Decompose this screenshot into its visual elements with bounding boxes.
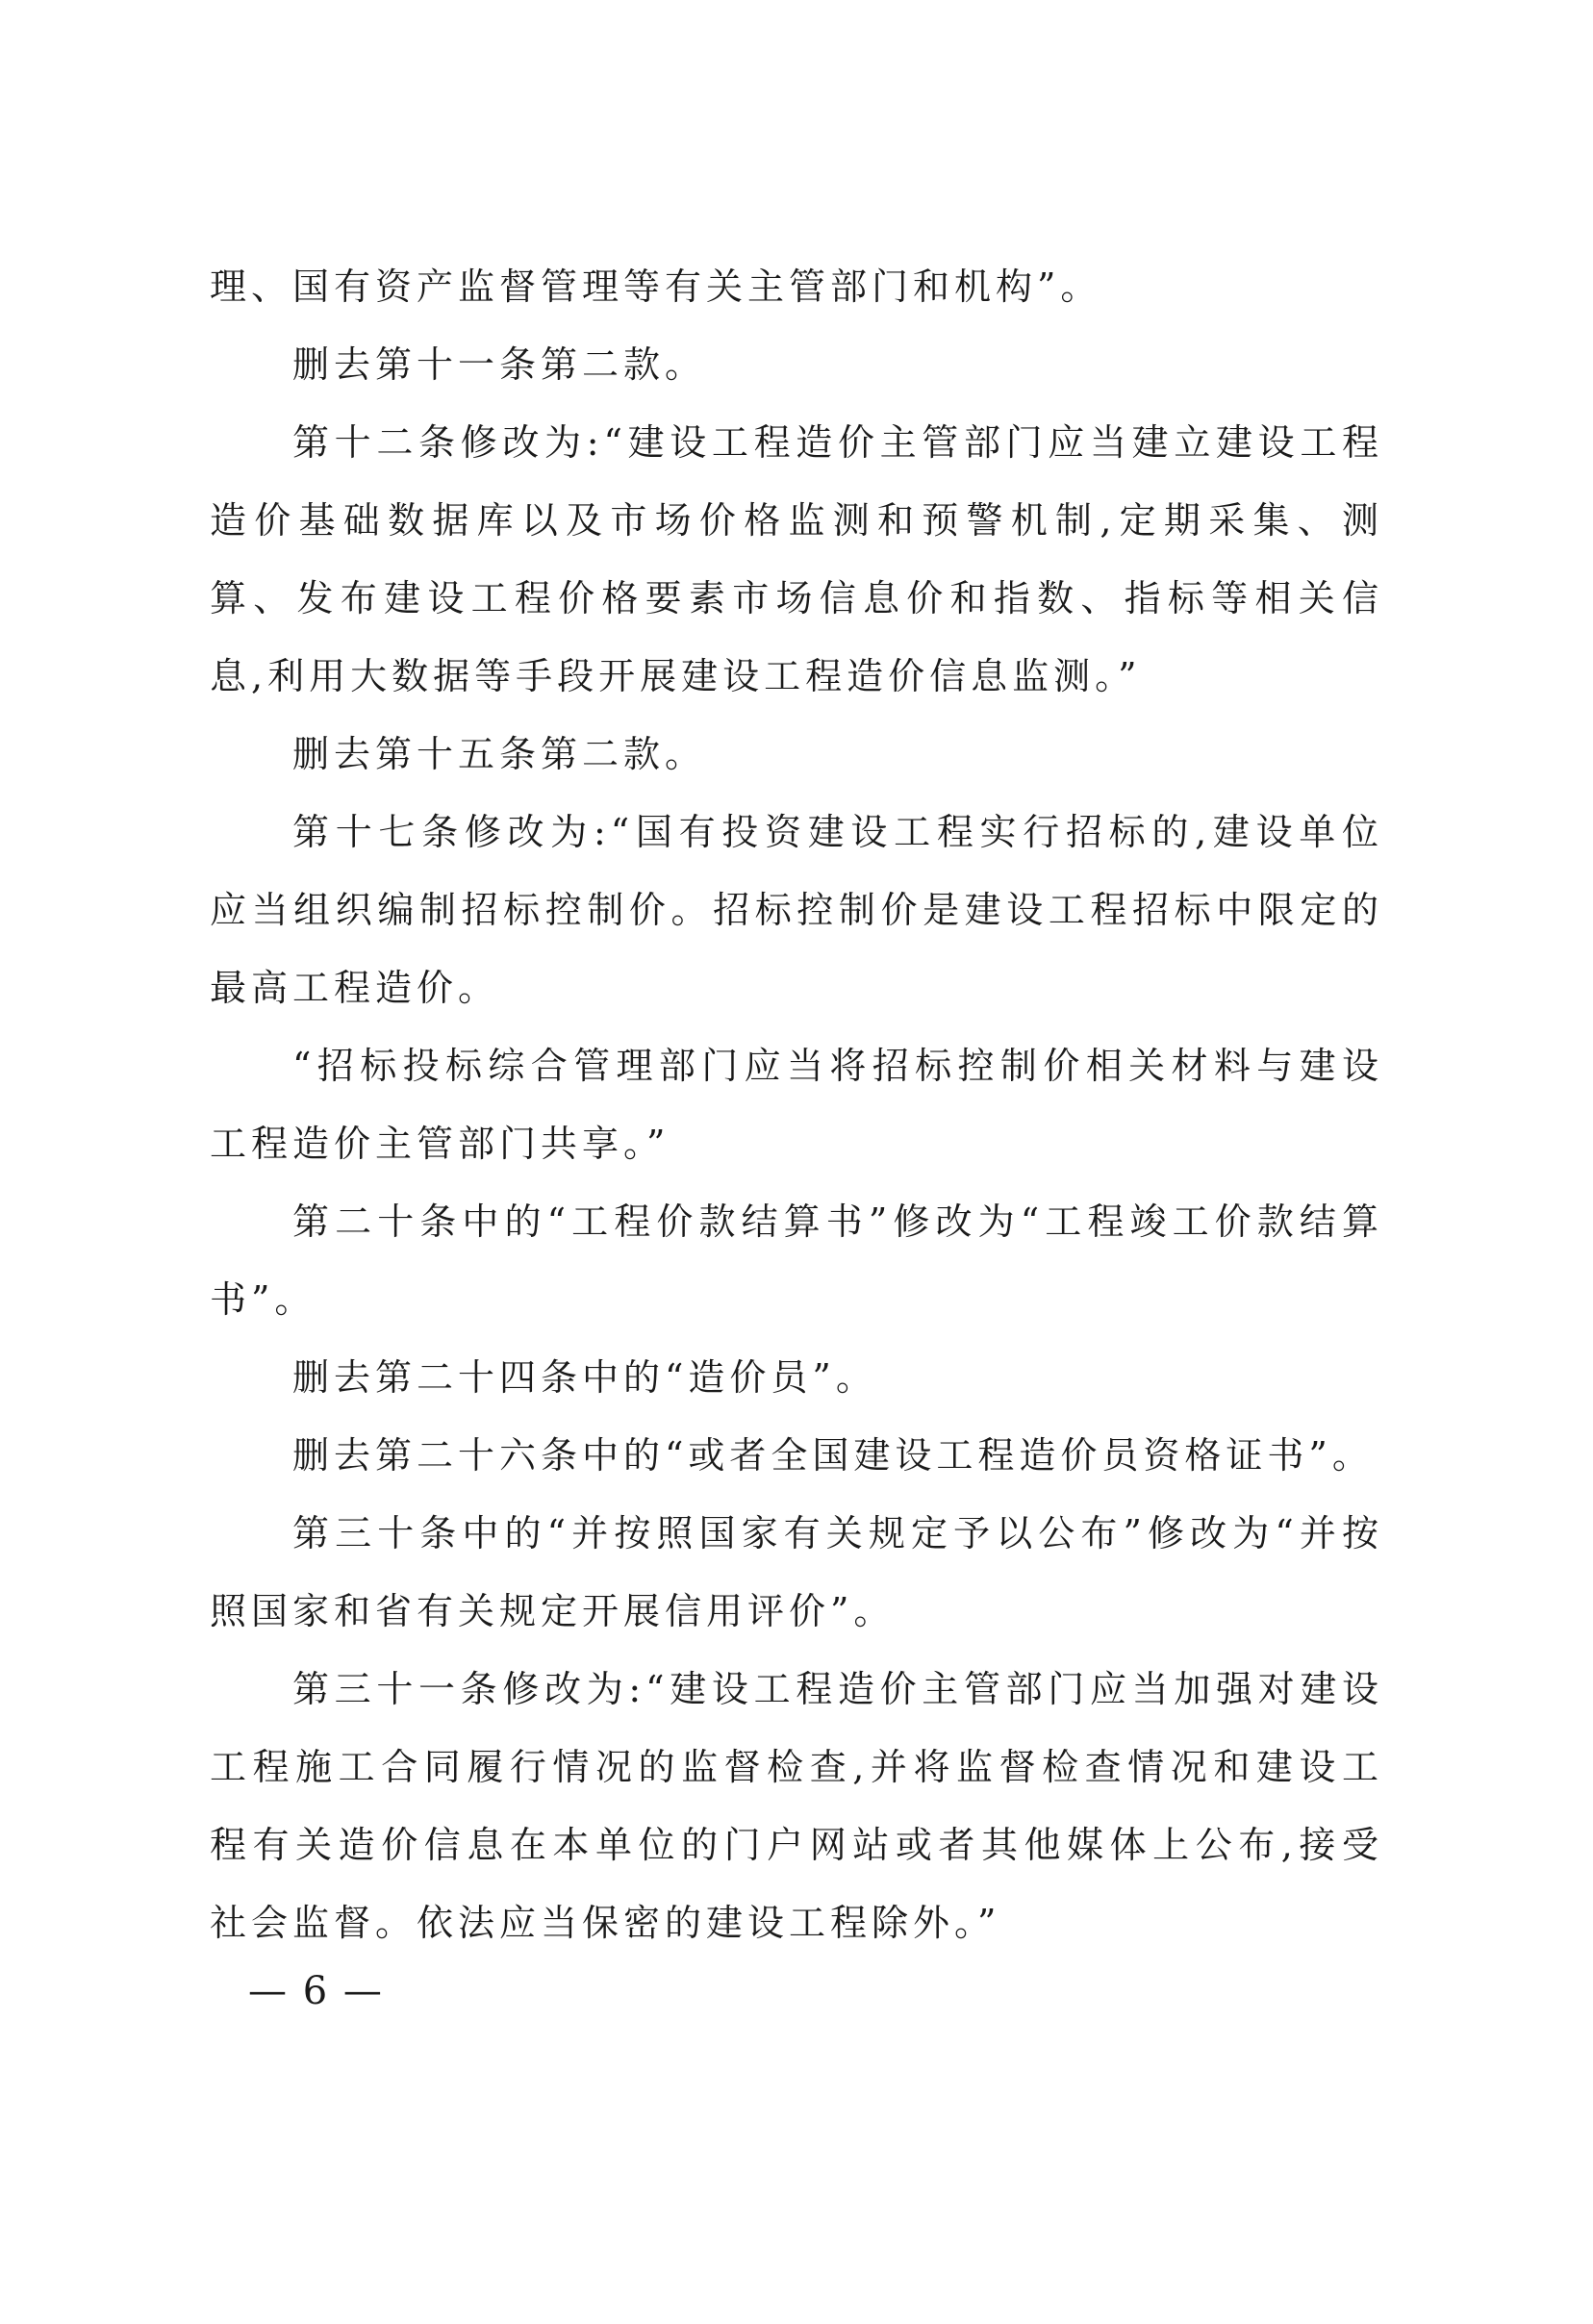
paragraph-delete-article-26-term: 删去第二十六条中的“或者全国建设工程造价员资格证书”。 <box>292 1434 1374 1477</box>
document-body <box>210 248 1383 1962</box>
paragraph-continued-text: 理、国有资产监督管理等有关主管部门和机构”。 <box>210 265 1102 308</box>
page-number: — 6 — <box>248 1969 384 2013</box>
paragraph-article-17-second-clause: “招标投标综合管理部门应当将招标控制价相关材料与建设工程造价主管部门共享。” <box>210 1045 1383 1165</box>
paragraph-delete-article-11: 删去第十一条第二款。 <box>292 343 707 386</box>
paragraph-amend-article-20: 第二十条中的“工程价款结算书”修改为“工程竣工价款结算书”。 <box>210 1200 1383 1321</box>
paragraph-amend-article-17: 第十七条修改为:“国有投资建设工程实行招标的,建设单位应当组织编制招标控制价。招标控制价是建设工程招标中限定的最高工程造价。 <box>210 811 1383 1009</box>
paragraph-delete-article-15: 删去第十五条第二款。 <box>292 733 707 775</box>
paragraph-amend-article-31: 第三十一条修改为:“建设工程造价主管部门应当加强对建设工程施工合同履行情况的监督检查,并将监督检查情况和建设工程有关造价信息在本单位的门户网站或者其他媒体上公布,接受社会监督。依法应当保密的建设工程除外。” <box>210 1668 1383 1944</box>
paragraph-delete-article-24-term: 删去第二十四条中的“造价员”。 <box>292 1356 877 1399</box>
paragraph-amend-article-12: 第十二条修改为:“建设工程造价主管部门应当建立建设工程造价基础数据库以及市场价格监测和预警机制,定期采集、测算、发布建设工程价格要素市场信息价和指数、指标等相关信息,利用大数据等手段开展建设工程造价信息监测。” <box>210 421 1383 697</box>
paragraph-amend-article-30: 第三十条中的“并按照国家有关规定予以公布”修改为“并按照国家和省有关规定开展信用评价”。 <box>210 1512 1383 1632</box>
